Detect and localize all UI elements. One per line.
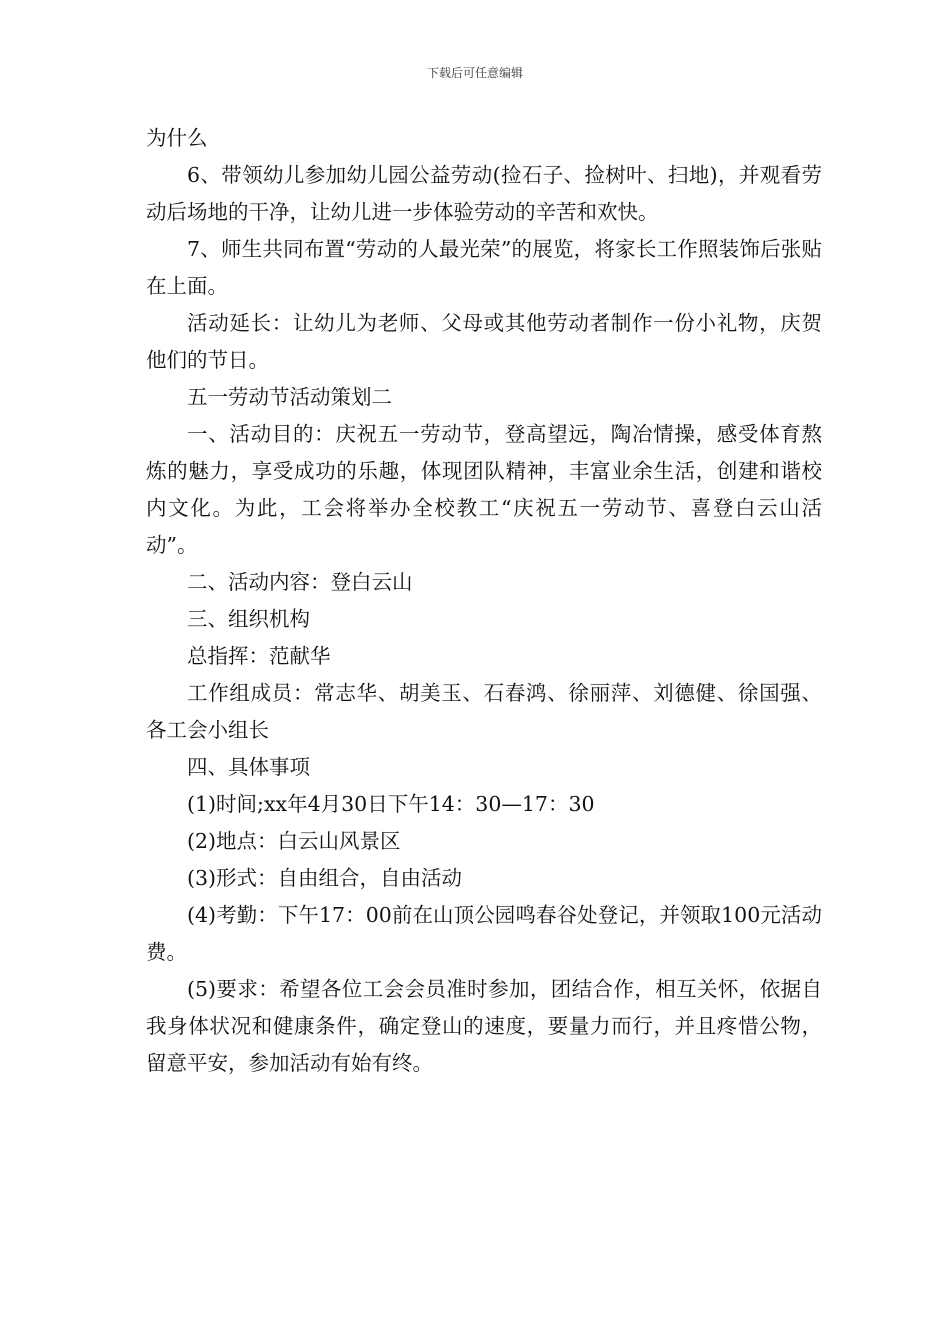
paragraph-organization: 三、组织机构 <box>187 607 310 631</box>
paragraph-team-members: 工作组成员：常志华、胡美玉、石春鸿、徐丽萍、刘德健、徐国强、各工会小组长 <box>146 681 822 742</box>
paragraph-details: 四、具体事项 <box>187 755 310 779</box>
paragraph-time: (1)时间;xx年4月30日下午14：30—17：30 <box>187 792 595 816</box>
paragraph-1: 为什么 <box>146 126 208 150</box>
paragraph-form: (3)形式：自由组合，自由活动 <box>187 866 463 890</box>
paragraph-content: 二、活动内容：登白云山 <box>187 570 413 594</box>
paragraph-location: (2)地点：白云山风景区 <box>187 829 401 853</box>
paragraph-purpose: 一、活动目的：庆祝五一劳动节，登高望远，陶冶情操，感受体育熬炼的魅力，享受成功的乐趣，体现团队精神，丰富业余生活，创建和谐校内文化。为此，工会将举办全校教工“庆祝五一劳动节、喜登白云山活动”。 <box>146 422 822 557</box>
paragraph-attendance: (4)考勤：下午17：00前在山顶公园鸣春谷处登记，并领取100元活动费。 <box>146 903 822 964</box>
paragraph-4: 活动延长：让幼儿为老师、父母或其他劳动者制作一份小礼物，庆贺他们的节日。 <box>146 311 822 372</box>
page-header-note: 下载后可任意编辑 <box>426 66 523 80</box>
document-body <box>146 120 822 1082</box>
paragraph-2: 6、带领幼儿参加幼儿园公益劳动(捡石子、捡树叶、扫地)，并观看劳动后场地的干净，让幼儿进一步体验劳动的辛苦和欢快。 <box>146 163 822 224</box>
paragraph-3: 7、师生共同布置“劳动的人最光荣”的展览，将家长工作照装饰后张贴在上面。 <box>146 237 822 298</box>
paragraph-requirements: (5)要求：希望各位工会会员准时参加，团结合作，相互关怀，依据自我身体状况和健康条件，确定登山的速度，要量力而行，并且疼惜公物，留意平安，参加活动有始有终。 <box>146 977 822 1075</box>
paragraph-commander: 总指挥：范献华 <box>187 644 331 668</box>
section-title-plan-two: 五一劳动节活动策划二 <box>187 385 392 409</box>
